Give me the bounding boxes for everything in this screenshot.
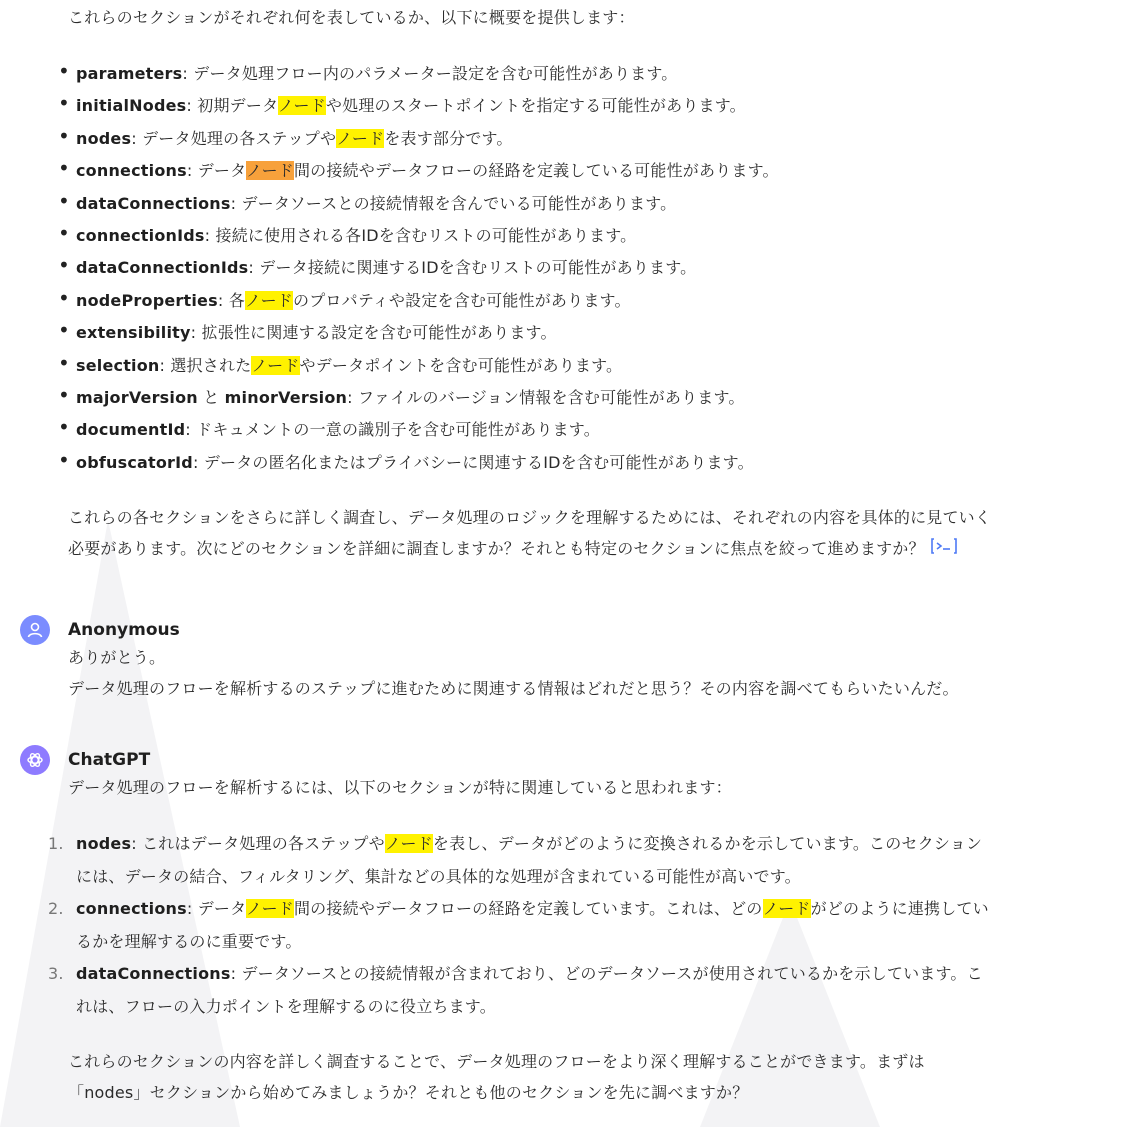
list-item — [58, 188, 779, 220]
highlight: ノード — [336, 128, 385, 148]
list-number: 3. — [48, 964, 64, 983]
list-item — [58, 252, 779, 284]
list-item — [58, 155, 779, 187]
section-desc: のプロパティや設定を含む可能性があります。 — [293, 290, 631, 310]
step-text: : これはデータ処理の各ステップや — [131, 834, 385, 853]
list-item — [58, 317, 779, 349]
section-desc: 間の接続やデータフローの経路を定義している可能性があります。 — [293, 161, 779, 181]
list-number: 1. — [48, 834, 64, 853]
step-text: を表し、データがどのように変換されるかを示しています。このセクションには、データの結合、フィルタリング、集計などの具体的な処理が含まれている可能性が高いです。 — [76, 834, 983, 886]
section-key: dataConnections — [76, 193, 231, 213]
user-name: Anonymous — [68, 620, 180, 640]
section-desc: : 接続に使用される各IDを含むリストの可能性があります。 — [204, 225, 637, 245]
highlight: ノード — [251, 355, 300, 375]
list-item — [58, 123, 779, 155]
section-key: obfuscatorId — [76, 452, 193, 472]
section-key: dataConnections — [76, 964, 231, 983]
highlight-active: ノード — [245, 161, 294, 181]
section-desc: : ドキュメントの一意の識別子を含む可能性があります。 — [185, 420, 600, 440]
user-header — [20, 615, 180, 645]
step-text: : データソースとの接続情報が含まれており、どのデータソースが使用されているかを示しています。これは、フローの入力ポイントを理解するのに役立ちます。 — [76, 964, 983, 1016]
section-desc: や処理のスタートポイントを指定する可能性があります。 — [325, 96, 746, 116]
section-key: majorVersion — [76, 387, 198, 407]
list-item — [58, 414, 779, 446]
section-desc: : データ処理の各ステップや — [131, 128, 337, 148]
section-key: initialNodes — [76, 96, 187, 116]
bot-name: ChatGPT — [68, 750, 151, 770]
list-item — [58, 447, 779, 479]
list-item — [48, 828, 993, 893]
section-key: dataConnectionIds — [76, 258, 249, 278]
section-key: connections — [76, 161, 187, 181]
list-item — [58, 285, 779, 317]
highlight: ノード — [277, 96, 326, 116]
section-key: nodeProperties — [76, 290, 218, 310]
step-text: がどのように連携しているかを理解するのに重要です。 — [76, 899, 989, 951]
list-item — [48, 958, 993, 1023]
user-line-1: ありがとう。 — [68, 648, 166, 667]
highlight: ノード — [384, 834, 433, 853]
section-desc: : データソースとの接続情報を含んでいる可能性があります。 — [230, 193, 677, 213]
section-key: minorVersion — [224, 387, 348, 407]
step-text: : データ — [186, 899, 246, 918]
list-item — [58, 350, 779, 382]
section-connector: と — [197, 387, 225, 407]
section-desc: : 初期データ — [186, 96, 278, 116]
section-desc: : 各 — [217, 290, 245, 310]
section-key: nodes — [76, 834, 132, 853]
highlight: ノード — [244, 290, 294, 310]
section-desc: : ファイルのバージョン情報を含む可能性があります。 — [347, 387, 745, 407]
section-desc: やデータポイントを含む可能性があります。 — [299, 355, 623, 375]
section-desc: : 拡張性に関連する設定を含む可能性があります。 — [190, 323, 557, 343]
followup-body: これらの各セクションをさらに詳しく調査し、データ処理のロジックを理解するためには、それぞれの内容を具体的に見ていく必要があります。次にどのセクションを詳細に調査しますか？それとも特定のセクションに焦点を絞って進めますか？ — [68, 508, 992, 558]
user-line-2: データ処理のフローを解析するのステップに進むために関連する情報はどれだと思う？その内容を調べてもらいたいんだ。 — [68, 679, 959, 698]
section-key: documentId — [76, 420, 186, 440]
bot-header — [20, 745, 150, 775]
relevant-section-list — [48, 828, 993, 1023]
list-item — [58, 382, 779, 414]
section-desc: : データの匿名化またはプライバシーに関連するIDを含む可能性があります。 — [192, 452, 754, 472]
section-key: parameters — [76, 64, 183, 83]
list-number: 2. — [48, 899, 64, 918]
followup-text — [68, 502, 993, 565]
section-desc: : データ処理フロー内のパラメーター設定を含む可能性があります。 — [182, 64, 678, 83]
section-desc: : データ — [186, 161, 246, 181]
section-desc: : データ接続に関連するIDを含むリストの可能性があります。 — [248, 258, 697, 278]
section-key: nodes — [76, 128, 132, 148]
section-desc: を表す部分です。 — [384, 128, 513, 148]
section-desc: : 選択された — [159, 355, 252, 375]
list-item — [58, 58, 779, 90]
bot-closing: これらのセクションの内容を詳しく調査することで、データ処理のフローをより深く理解することができます。まずは「nodes」セクションから始めてみましょうか？それとも他のセクションを先に調べますか？ — [68, 1052, 925, 1102]
list-item — [58, 90, 779, 122]
section-list — [58, 58, 779, 479]
list-item — [48, 893, 993, 958]
section-key: extensibility — [76, 323, 191, 343]
user-avatar-icon — [20, 615, 50, 645]
section-key: connectionIds — [76, 225, 205, 245]
highlight: ノード — [245, 899, 294, 918]
section-key: selection — [76, 355, 160, 375]
chatgpt-logo-icon — [20, 745, 50, 775]
section-key: connections — [76, 899, 187, 918]
intro-text: これらのセクションがそれぞれ何を表しているか、以下に概要を提供します： — [68, 8, 635, 27]
list-item — [58, 220, 779, 252]
background-shape — [0, 520, 240, 1127]
user-message — [68, 642, 993, 704]
step-text: 間の接続やデータフローの経路を定義しています。これは、どの — [293, 899, 763, 918]
code-interpreter-icon[interactable] — [931, 534, 957, 565]
bot-intro: データ処理のフローを解析するには、以下のセクションが特に関連していると思われます： — [68, 778, 732, 797]
highlight: ノード — [762, 899, 811, 918]
